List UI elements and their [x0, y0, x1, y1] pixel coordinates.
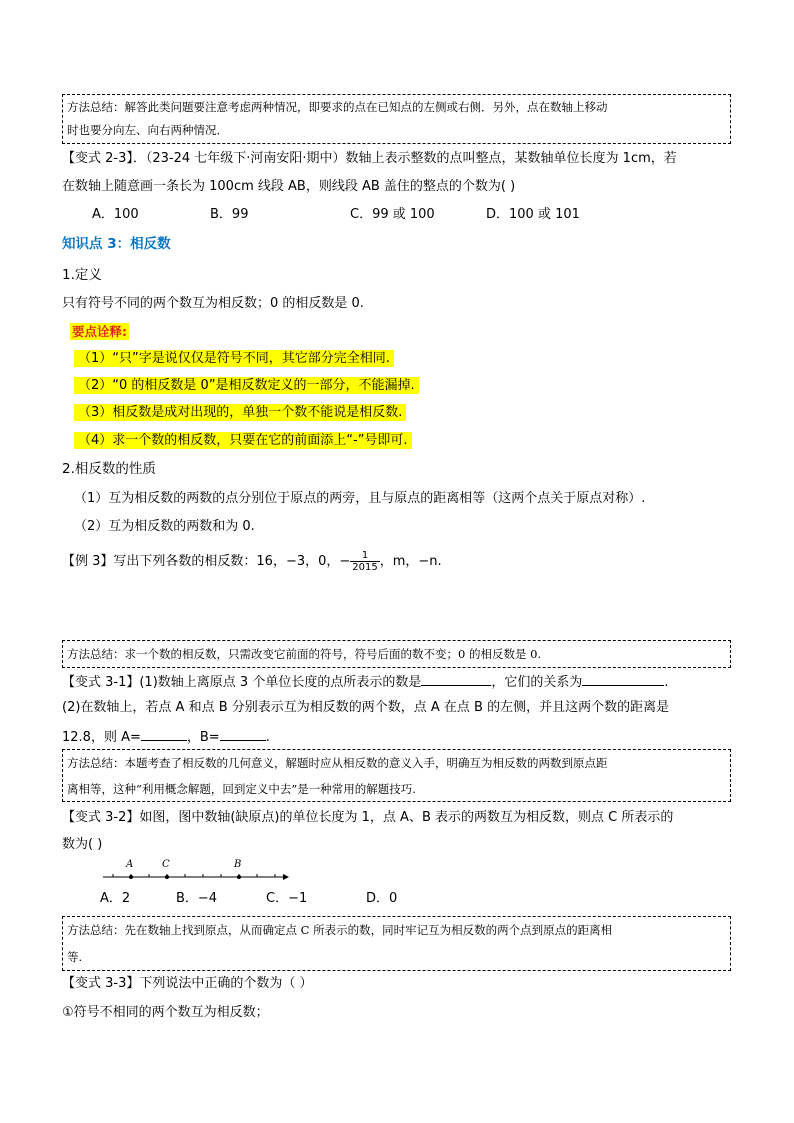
note-item-3 [74, 404, 406, 422]
fraction-denominator: 2015 [352, 562, 378, 573]
question-text: 12.8，则 A= [62, 730, 141, 745]
option-d: D．0 [366, 891, 398, 906]
note-item-2 [74, 377, 419, 395]
properties-heading: 2.相反数的性质 [62, 461, 156, 477]
note-item-text: （3）相反数是成对出现的，单独一个数不能说是相反数. [74, 404, 406, 421]
question-3-2-line1: 【变式 3-2】如图，图中数轴(缺原点)的单位长度为 1，点 A、B 表示的两数互为相反数，则点 C 所表示的 [62, 810, 674, 825]
option-b: B．−4 [176, 891, 218, 906]
question-3-1-part2-line2 [62, 727, 270, 747]
fraction-numerator: 1 [350, 550, 379, 562]
option-b: B．99 [210, 207, 249, 222]
option-c: C．99 或 100 [350, 207, 435, 222]
method-summary-box-3 [62, 749, 731, 802]
method-summary-text: 方法总结：先在数轴上找到原点，从而确定点 C 所表示的数，同时牢记互为相反数的两个点到原点的距离相 [67, 923, 613, 937]
option-c: C．−1 [266, 891, 308, 906]
method-summary-text: 方法总结：解答此类问题要注意考虑两种情况，即要求的点在已知点的左侧或右侧．另外，点在数轴上移动 [67, 100, 608, 114]
question-text: . [265, 730, 270, 745]
fraction [350, 550, 379, 573]
option-a: A．2 [100, 891, 131, 906]
knowledge-point-title: 知识点 3：相反数 [62, 236, 171, 252]
question-2-3-line1: 【变式 2-3】．（23-24 七年级下·河南安阳·期中）数轴上表示整数的点叫整点，某数轴单位长度为 1cm，若 [62, 151, 677, 166]
number-line-figure [95, 855, 295, 889]
number-line-arrow [283, 874, 289, 880]
question-2-3-line2: 在数轴上随意画一条长为 100cm 线段 AB，则线段 AB 盖住的整点的个数为( ) [62, 179, 516, 194]
method-summary-box-1 [62, 94, 731, 144]
point-c-label: C [162, 859, 170, 870]
answer-blank[interactable] [421, 672, 491, 686]
example-3-prefix: 【例 3】写出下列各数的相反数：16，−3，0，− [62, 554, 351, 569]
option-a: A．100 [92, 207, 139, 222]
question-text: ，它们的关系为 [491, 675, 583, 690]
question-3-1-part2-line1: (2)在数轴上，若点 A 和点 B 分别表示互为相反数的两个数，点 A 在点 B 的左侧，并且这两个数的距离是 [62, 700, 670, 715]
method-summary-text: 离相等，这种“利用概念解题，回到定义中去”是一种常用的解题技巧. [67, 782, 416, 796]
note-item-text: （4）求一个数的相反数，只要在它的前面添上“-”号即可. [74, 432, 412, 449]
notes-label-text: 要点诠释: [72, 324, 127, 339]
note-item-text: （2）“0 的相反数是 0”是相反数定义的一部分，不能漏掉. [74, 377, 419, 394]
point-a [129, 875, 133, 879]
example-3 [62, 549, 442, 575]
question-text: . [664, 675, 669, 690]
question-3-3-item1: ①符号不相同的两个数互为相反数； [62, 1005, 269, 1020]
method-summary-box-4 [62, 916, 731, 971]
method-summary-box-2 [62, 640, 731, 668]
point-a-label: A [126, 859, 134, 870]
definition-heading: 1.定义 [62, 267, 102, 283]
notes-label [70, 323, 129, 341]
question-3-2-line2: 数为( ) [62, 837, 103, 852]
answer-blank[interactable] [141, 727, 187, 741]
question-3-3-line1: 【变式 3-3】下列说法中正确的个数为（ ） [62, 976, 313, 991]
note-item-text: （1）“只”字是说仅仅是符号不同，其它部分完全相同. [74, 350, 394, 367]
example-3-suffix: ，m，−n. [379, 554, 442, 569]
point-b-label: B [234, 859, 242, 870]
point-b [237, 875, 241, 879]
property-item-1: （1）互为相反数的两数的点分别位于原点的两旁，且与原点的距离相等（这两个点关于原点对称）. [74, 491, 646, 506]
method-summary-text: 等. [67, 950, 83, 964]
method-summary-text: 方法总结：求一个数的相反数，只需改变它前面的符号，符号后面的数不变；0 的相反数是 0. [67, 647, 542, 661]
question-3-1-part1 [62, 672, 668, 692]
note-item-1 [74, 350, 394, 368]
point-c [165, 875, 169, 879]
option-d: D．100 或 101 [486, 207, 580, 222]
property-item-2: （2）互为相反数的两数和为 0. [74, 519, 255, 534]
definition-text: 只有符号不同的两个数互为相反数；0 的相反数是 0. [62, 296, 364, 311]
method-summary-text: 时也要分向左、向右两种情况． [67, 123, 228, 137]
answer-blank[interactable] [582, 672, 664, 686]
note-item-4 [74, 432, 412, 450]
question-text: 【变式 3-1】(1)数轴上离原点 3 个单位长度的点所表示的数是 [62, 675, 422, 690]
method-summary-text: 方法总结：本题考查了相反数的几何意义，解题时应从相反数的意义入手，明确互为相反数的两数到原点距 [67, 756, 608, 770]
question-text: ，B= [186, 730, 220, 745]
answer-blank[interactable] [220, 727, 266, 741]
